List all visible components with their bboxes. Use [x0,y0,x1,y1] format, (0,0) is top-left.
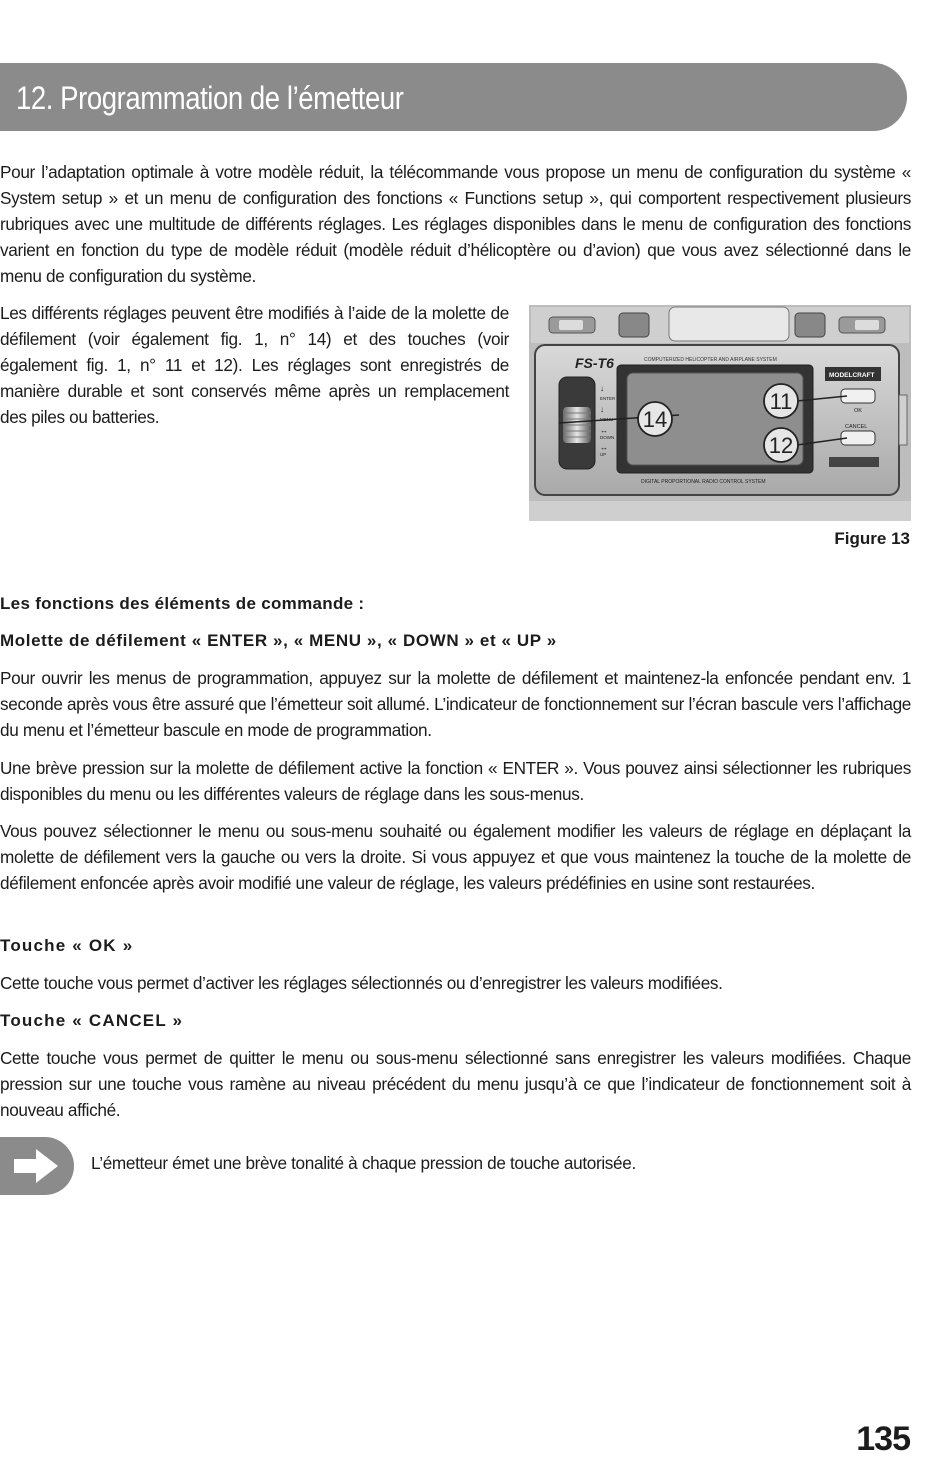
section-title: 12. Programmation de l’émetteur [16,80,404,116]
bottom-panel-text: DIGITAL PROPORTIONAL RADIO CONTROL SYSTEM [641,479,766,485]
controls-heading: Les fonctions des éléments de commande : [0,594,365,613]
intro-paragraph-2: Les différents réglages peuvent être modifiés à l’aide de la molette de défilement (voir également fig. 1, n° 14) et des touches (voir également fig. 1, n° 11 et 12). Les réglages sont enregistrés de manière durable et sont conservés même après un remplacement des piles ou batteries. [0,303,509,427]
wheel-heading: Molette de défilement « ENTER », « MENU », « DOWN » et « UP » [0,631,557,650]
callout-11-label: 11 [769,389,793,414]
cancel-paragraph: Cette touche vous permet de quitter le menu ou sous-menu sélectionné sans enregistrer les valeurs modifiées. Chaque pression sur une touche vous ramène au niveau précédent du menu jusqu’à ce que l’indicateur de fonctionnement soit à nouveau affiché. [0,1048,911,1120]
cancel-heading: Touche « CANCEL » [0,1011,184,1030]
cancel-label: CANCEL [845,424,868,430]
intro-paragraph-1: Pour l’adaptation optimale à votre modèle réduit, la télécommande vous propose un menu de configuration du système « System setup » et un menu de configuration des fonctions « Functions setup », qui comportent respectivement plusieurs rubriques avec une multitude de différents réglages. Les réglages disponibles dans le menu de configuration des fonctions varient en fonction du type de modèle réduit (modèle réduit d’hélicoptère ou d’avion) que vous avez sélectionné dans le menu de configuration du système. [0,162,911,286]
page-number: 135 [856,1420,910,1458]
note-badge [0,1137,74,1195]
menu-arrow-icon: ↓ [600,405,604,414]
ok-paragraph: Cette touche vous permet d’activer les réglages sélectionnés ou d’enregistrer les valeurs modifiées. [0,973,723,993]
transmitter-illustration [529,305,911,521]
brand-logo: MODELCRAFT [829,372,875,379]
up-arrow-icon: ↔ [600,443,608,452]
down-arrow-icon: ↔ [600,426,608,435]
wheel-paragraph-1: Pour ouvrir les menus de programmation, appuyez sur la molette de défilement et maintenez-la enfoncée pendant env. 1 seconde après vous être assuré que l’émetteur soit allumé. L’indicateur de fonctionnement sur l’écran bascule vers l’affichage du menu et l’émetteur bascule en mode de programmation. [0,668,911,740]
callout-12-label: 12 [768,433,794,458]
model-label: FS-T6 [575,355,614,371]
callout-14-label: 14 [642,407,668,432]
ok-heading: Touche « OK » [0,936,134,955]
wheel-paragraph-3: Vous pouvez sélectionner le menu ou sous-menu souhaité ou également modifier les valeurs de réglage en déplaçant la molette de défilement vers la gauche ou vers la droite. Si vous appuyez et que vous maintenez la touche de la molette de défilement enfoncée après avoir modifié une valeur de réglage, les valeurs prédéfinies en usine sont restaurées. [0,821,911,893]
note-text: L’émetteur émet une brève tonalité à chaque pression de touche autorisée. [91,1153,636,1173]
wheel-paragraph-2: Une brève pression sur la molette de défilement active la fonction « ENTER ». Vous pouvez ainsi sélectionner les rubriques disponibles du menu ou les différentes valeurs de réglage dans les sous-menus. [0,758,911,804]
arrow-right-icon [0,1137,74,1195]
up-label: UP [600,452,607,457]
enter-arrow-icon: ↓ [600,384,604,393]
top-panel-text: COMPUTERIZED HELICOPTER AND AIRPLANE SYSTEM [644,357,777,363]
enter-label: ENTER [600,396,616,401]
transmitter-figure [529,305,911,521]
down-label: DOWN [600,435,615,440]
figure-caption: Figure 13 [834,529,910,548]
section-header [0,63,907,131]
ok-label: OK [854,408,862,414]
